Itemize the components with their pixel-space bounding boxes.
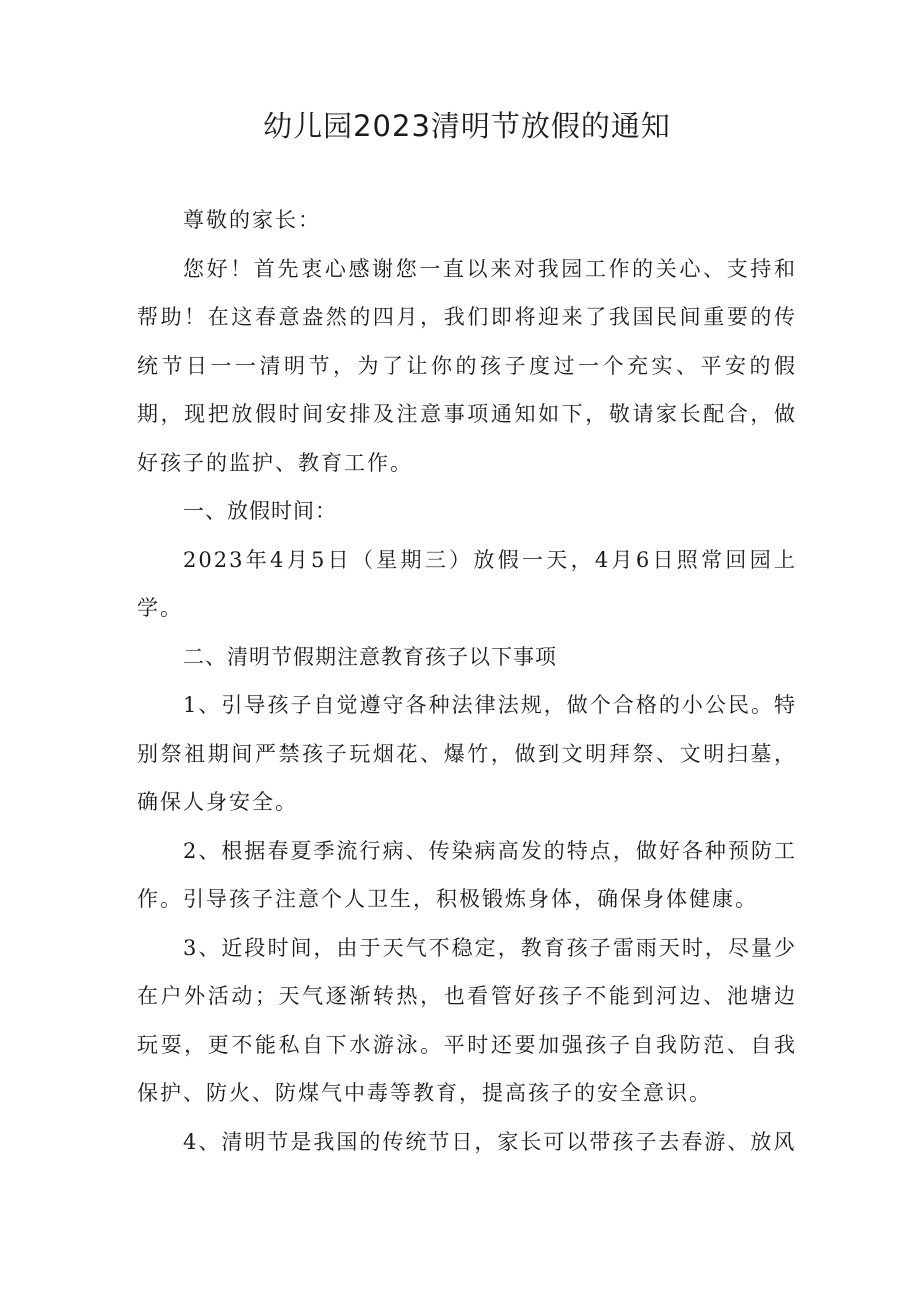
salutation: 尊敬的家长： (183, 208, 321, 232)
holiday-time-paragraph: 2023年4月5日（星期三）放假一天，4月6日照常回园上学。 (137, 547, 797, 620)
precaution-item-3: 3、近段时间，由于天气不稳定，教育孩子雷雨天时，尽量少在户外活动；天气逐渐转热，也看管好孩子不能到河边、池塘边玩耍，更不能私自下水游泳。平时还要加强孩子自我防范、自我保护、防火、防煤气中毒等教育，提高孩子的安全意识。 (137, 935, 797, 1105)
precaution-item-1: 1、引导孩子自觉遵守各种法律法规，做个合格的小公民。特别祭祖期间严禁孩子玩烟花、爆竹，做到文明拜祭、文明扫墓，确保人身安全。 (137, 693, 797, 814)
precaution-item-2: 2、根据春夏季流行病、传染病高发的特点，做好各种预防工作。引导孩子注意个人卫生，积极锻炼身体，确保身体健康。 (137, 838, 797, 911)
section-heading-precautions: 二、清明节假期注意教育孩子以下事项 (183, 644, 557, 669)
document-title: 幼儿园2023清明节放假的通知 (263, 109, 671, 143)
precaution-item-4: 4、清明节是我国的传统节日，家长可以带孩子去春游、放风 (183, 1129, 797, 1154)
document-page (137, 100, 797, 1166)
section-heading-holiday-time: 一、放假时间： (183, 499, 337, 523)
intro-paragraph: 您好！首先衷心感谢您一直以来对我园工作的关心、支持和帮助！在这春意盎然的四月，我们即将迎来了我国民间重要的传统节日一一清明节，为了让你的孩子度过一个充实、平安的假期，现把放假时间安排及注意事项通知如下，敬请家长配合，做好孩子的监护、教育工作。 (137, 256, 797, 475)
